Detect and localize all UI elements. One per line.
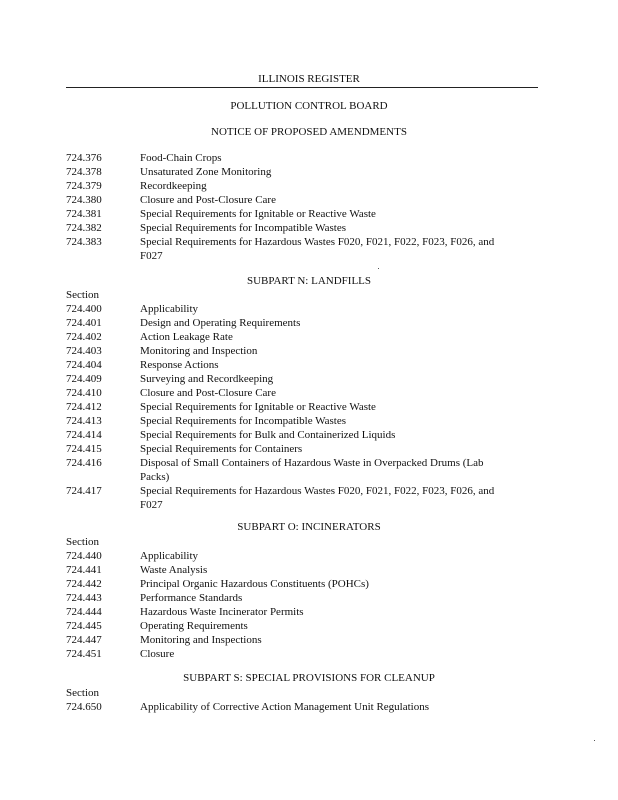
section-title: Special Requirements for Hazardous Wastes F020, F021, F022, F023, F026, and [140,485,495,497]
section-title: Recordkeeping [140,180,207,192]
section-title: Special Requirements for Hazardous Wastes F020, F021, F022, F023, F026, and [140,236,495,248]
section-title: Closure and Post-Closure Care [140,387,276,399]
section-number: 724.650 [66,701,102,713]
section-title: Applicability [140,303,199,315]
section-title: Design and Operating Requirements [140,317,301,329]
section-number: 724.383 [66,236,102,248]
section-title: Principal Organic Hazardous Constituents (POHCs) [140,578,369,590]
notice-title: NOTICE OF PROPOSED AMENDMENTS [211,126,407,138]
section-title: Unsaturated Zone Monitoring [140,166,272,178]
subpart-o-title: SUBPART O: INCINERATORS [237,521,381,533]
section-number: 724.414 [66,429,102,441]
section-number: 724.415 [66,443,102,455]
register-title: ILLINOIS REGISTER [258,73,360,85]
section-number: 724.402 [66,331,102,343]
section-title: Action Leakage Rate [140,331,233,343]
section-title: Operating Requirements [140,620,248,632]
section-number: 724.410 [66,387,102,399]
section-number: 724.442 [66,578,102,590]
section-title: Special Requirements for Incompatible Wastes [140,415,347,427]
section-number: 724.376 [66,152,102,164]
section-title: Special Requirements for Containers [140,443,303,455]
section-number: 724.443 [66,592,102,604]
section-title: Monitoring and Inspections [140,634,262,646]
section-title: Disposal of Small Containers of Hazardous Waste in Overpacked Drums (Lab [140,457,484,469]
section-title: Special Requirements for Ignitable or Reactive Waste [140,208,376,220]
section-number: 724.401 [66,317,102,329]
section-title: Special Requirements for Bulk and Containerized Liquids [140,429,396,441]
section-title-continuation: F027 [140,250,163,262]
section-title: Closure [140,648,175,660]
section-title: Waste Analysis [140,564,208,576]
section-number: 724.413 [66,415,102,427]
section-number: 724.403 [66,345,102,357]
section-title: Hazardous Waste Incinerator Permits [140,606,304,618]
section-number: 724.451 [66,648,102,660]
section-number: 724.400 [66,303,102,315]
section-number: 724.447 [66,634,102,646]
section-number: 724.380 [66,194,102,206]
scan-speck [378,268,379,269]
section-number: 724.378 [66,166,102,178]
section-number: 724.381 [66,208,102,220]
section-number: 724.412 [66,401,102,413]
section-number: 724.440 [66,550,102,562]
section-title: Applicability of Corrective Action Management Unit Regulations [140,701,429,713]
section-number: 724.379 [66,180,102,192]
section-title: Special Requirements for Ignitable or Reactive Waste [140,401,376,413]
section-number: 724.441 [66,564,102,576]
section-title: Applicability [140,550,199,562]
section-title: Performance Standards [140,592,243,604]
section-title: Food-Chain Crops [140,152,222,164]
section-title: Surveying and Recordkeeping [140,373,274,385]
section-column-label: Section [66,289,99,301]
subpart-s-title: SUBPART S: SPECIAL PROVISIONS FOR CLEANUP [183,672,435,684]
section-number: 724.417 [66,485,102,497]
section-title: Closure and Post-Closure Care [140,194,276,206]
board-title: POLLUTION CONTROL BOARD [230,100,388,112]
header-rule [66,87,538,88]
section-column-label: Section [66,687,99,699]
section-title: Monitoring and Inspection [140,345,258,357]
section-number: 724.409 [66,373,102,385]
section-title-continuation: Packs) [140,471,170,483]
section-number: 724.382 [66,222,102,234]
section-number: 724.404 [66,359,102,371]
subpart-n-title: SUBPART N: LANDFILLS [246,275,372,287]
scan-speck [594,740,595,741]
section-column-label: Section [66,536,99,548]
section-title: Response Actions [140,359,219,371]
section-number: 724.445 [66,620,102,632]
section-title-continuation: F027 [140,499,163,511]
section-number: 724.444 [66,606,102,618]
section-number: 724.416 [66,457,102,469]
section-title: Special Requirements for Incompatible Wastes [140,222,347,234]
